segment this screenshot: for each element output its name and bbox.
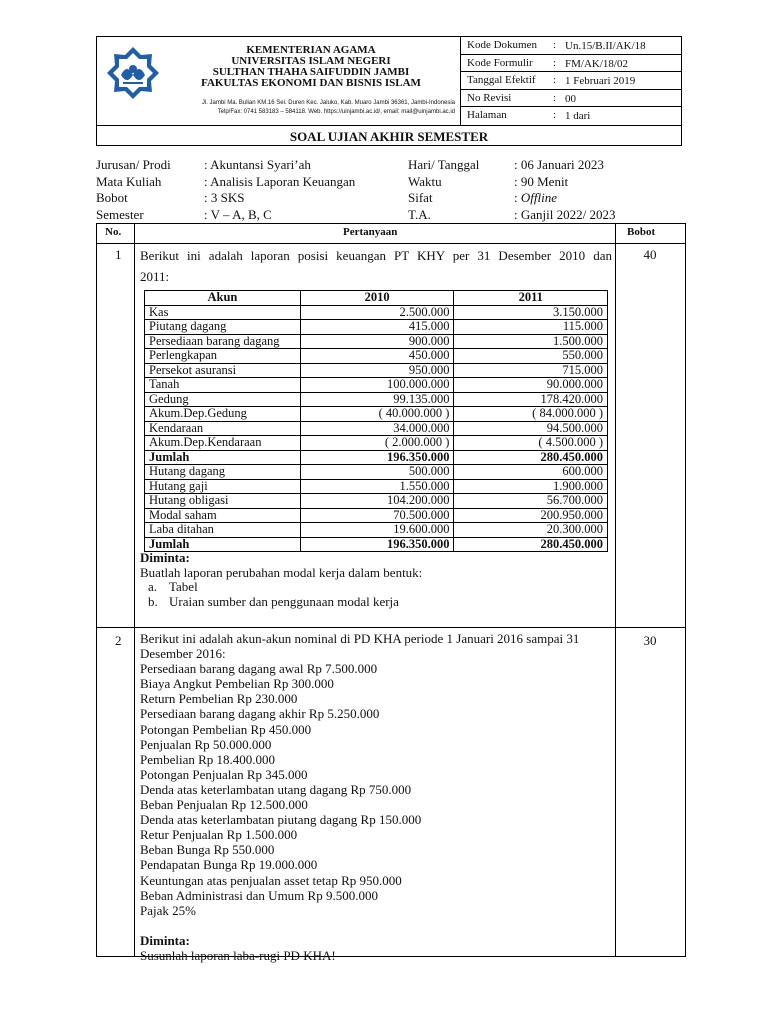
question-score: 40 <box>643 247 657 262</box>
table-row <box>145 523 608 538</box>
value-2011-cell: 1.500.000 <box>454 334 608 349</box>
question-intro-line: Berikut ini adalah laporan posisi keuangan PT KHY per 31 Desember 2010 dan <box>140 248 612 263</box>
option-text: Uraian sumber dan penggunaan modal kerja <box>169 594 399 609</box>
list-item: Keuntungan atas penjualan asset tetap Rp 950.000 <box>140 872 402 888</box>
account-cell: Gedung <box>145 392 301 407</box>
question-score: 30 <box>643 633 657 648</box>
meta-row <box>461 55 681 73</box>
meta-row <box>461 72 681 90</box>
account-cell: Jumlah <box>145 450 301 465</box>
meta-row <box>461 37 681 55</box>
institution-address <box>97 99 461 117</box>
column-header-score: Bobot <box>627 226 656 238</box>
info-row <box>96 174 686 191</box>
account-cell: Hutang gaji <box>145 479 301 494</box>
table-row <box>145 508 608 523</box>
value-2010-cell: 70.500.000 <box>300 508 454 523</box>
document-meta <box>461 37 681 125</box>
value-2010-cell: 19.600.000 <box>300 523 454 538</box>
value-2011-cell: 90.000.000 <box>454 378 608 393</box>
institution-line: KEMENTERIAN AGAMA <box>246 44 376 56</box>
question-number: 1 <box>115 247 122 262</box>
info-label: Mata Kuliah <box>96 173 162 189</box>
info-value <box>514 190 557 206</box>
meta-value: FM/AK/18/02 <box>565 57 628 70</box>
value-2011-cell: 600.000 <box>454 465 608 480</box>
address-line: Jl. Jambi Ma. Bulian KM.16 Sei. Duren Kec. Jaluko, Kab. Muaro Jambi 36361, Jambi-Indonesia <box>201 100 455 106</box>
question-number: 2 <box>115 633 122 648</box>
list-item: Pajak 25% <box>140 902 196 918</box>
question-instruction-label: Diminta: <box>140 932 190 948</box>
list-item: Retur Penjualan Rp 1.500.000 <box>140 827 298 843</box>
list-item: Persediaan barang dagang akhir Rp 5.250.000 <box>140 706 380 722</box>
info-value-italic: Offline <box>520 190 557 205</box>
row-divider <box>97 627 685 628</box>
list-item: Potongan Penjualan Rp 345.000 <box>140 766 308 782</box>
account-cell: Akum.Dep.Gedung <box>145 407 301 422</box>
value-2010-cell: 100.000.000 <box>300 378 454 393</box>
info-label: Jurusan/ Prodi <box>96 157 171 172</box>
account-cell: Persediaan barang dagang <box>145 334 301 349</box>
table-header-row <box>145 291 608 306</box>
option-marker: b. <box>148 594 158 609</box>
meta-value: 1 Februari 2019 <box>565 75 636 88</box>
balance-sheet-table <box>144 290 608 552</box>
meta-colon: : <box>553 109 557 122</box>
value-2010-cell: 196.350.000 <box>300 450 454 465</box>
meta-value: Un.15/B.II/AK/18 <box>565 40 646 52</box>
value-2010-cell: 104.200.000 <box>300 494 454 509</box>
account-cell: Laba ditahan <box>145 523 301 538</box>
value-2011-cell: ( 84.000.000 ) <box>454 407 608 422</box>
value-2011-cell: ( 4.500.000 ) <box>454 436 608 451</box>
institution-line: UNIVERSITAS ISLAM NEGERI <box>231 55 391 67</box>
info-label: Waktu <box>408 173 442 189</box>
value-2011-cell: 280.450.000 <box>454 537 608 552</box>
account-cell: Perlengkapan <box>145 349 301 364</box>
table-row <box>145 392 608 407</box>
meta-colon: : <box>553 56 557 69</box>
value-2011-cell: 3.150.000 <box>454 305 608 320</box>
info-value: : 06 Januari 2023 <box>514 157 604 172</box>
question-task: Susunlah laporan laba-rugi PD KHA! <box>140 947 336 963</box>
column-divider <box>134 224 135 956</box>
account-cell: Hutang dagang <box>145 465 301 480</box>
option-text: Tabel <box>169 579 198 594</box>
list-item: Beban Administrasi dan Umum Rp 9.500.000 <box>140 887 378 903</box>
info-label: T.A. <box>408 206 431 222</box>
table-row <box>145 349 608 364</box>
list-item: Pembelian Rp 18.400.000 <box>140 751 276 767</box>
value-2010-cell: 950.000 <box>300 363 454 378</box>
info-colon: : <box>514 190 521 205</box>
exam-title: SOAL UJIAN AKHIR SEMESTER <box>97 125 681 146</box>
institution-block <box>97 37 461 125</box>
table-header-cell: 2010 <box>300 291 454 306</box>
list-item: Denda atas keterlambatan piutang dagang Rp 150.000 <box>140 812 422 828</box>
table-row <box>145 494 608 509</box>
table-row <box>145 305 608 320</box>
spacer <box>140 918 620 933</box>
table-row <box>145 436 608 451</box>
table-row <box>145 465 608 480</box>
list-item: Denda atas keterlambatan utang dagang Rp 750.000 <box>140 781 412 797</box>
value-2010-cell: 415.000 <box>300 320 454 335</box>
value-2011-cell: 280.450.000 <box>454 450 608 465</box>
institution-line: FAKULTAS EKONOMI DAN BISNIS ISLAM <box>201 77 421 89</box>
account-cell: Tanah <box>145 378 301 393</box>
column-header-no: No. <box>105 226 122 238</box>
info-label: Sifat <box>408 190 433 205</box>
meta-row <box>461 90 681 108</box>
table-row <box>145 421 608 436</box>
exam-info <box>96 157 686 223</box>
info-row <box>96 207 686 224</box>
question-task: Buatlah laporan perubahan modal kerja dalam bentuk: <box>140 565 423 580</box>
table-row <box>145 334 608 349</box>
info-value: : 3 SKS <box>204 190 245 205</box>
contact-line: Telp/Fax: 0741 583183 – 584118. Web. https://uinjambi.ac.id/, email: mail@uinjambi.ac.id <box>217 109 455 115</box>
list-item: Beban Bunga Rp 550.000 <box>140 842 275 858</box>
total-row <box>145 450 608 465</box>
info-row <box>96 190 686 207</box>
table-row <box>145 378 608 393</box>
info-value: : V – A, B, C <box>204 206 272 222</box>
meta-key: Kode Formulir <box>467 56 533 69</box>
meta-colon: : <box>553 39 557 51</box>
meta-colon: : <box>553 91 557 104</box>
account-cell: Kendaraan <box>145 421 301 436</box>
table-header-cell: Akun <box>145 291 301 306</box>
question-intro-line: Berikut ini adalah akun-akun nominal di PD KHA periode 1 Januari 2016 sampai 31 <box>140 631 580 646</box>
value-2011-cell: 56.700.000 <box>454 494 608 509</box>
value-2011-cell: 178.420.000 <box>454 392 608 407</box>
meta-key: Kode Dokumen <box>467 39 537 51</box>
table-header-cell: 2011 <box>454 291 608 306</box>
account-cell: Piutang dagang <box>145 320 301 335</box>
question-instruction-label: Diminta: <box>140 550 190 565</box>
list-item: Biaya Angkut Pembelian Rp 300.000 <box>140 676 334 692</box>
value-2010-cell: 34.000.000 <box>300 421 454 436</box>
list-item: Penjualan Rp 50.000.000 <box>140 736 272 752</box>
value-2011-cell: 115.000 <box>454 320 608 335</box>
question-2-body <box>140 631 620 963</box>
value-2011-cell: 200.950.000 <box>454 508 608 523</box>
meta-row <box>461 107 681 125</box>
info-row <box>96 157 686 174</box>
list-item: Persediaan barang dagang awal Rp 7.500.000 <box>140 661 378 677</box>
info-value: : Akuntansi Syari’ah <box>204 157 311 172</box>
value-2011-cell: 1.900.000 <box>454 479 608 494</box>
value-2011-cell: 550.000 <box>454 349 608 364</box>
meta-value: 00 <box>565 92 576 105</box>
account-cell: Modal saham <box>145 508 301 523</box>
university-logo-icon <box>105 45 161 101</box>
total-row <box>145 537 608 552</box>
info-value: : 90 Menit <box>514 173 569 189</box>
value-2010-cell: ( 2.000.000 ) <box>300 436 454 451</box>
value-2010-cell: 500.000 <box>300 465 454 480</box>
value-2010-cell: 1.550.000 <box>300 479 454 494</box>
account-cell: Jumlah <box>145 537 301 552</box>
table-row <box>145 363 608 378</box>
list-item: Potongan Pembelian Rp 450.000 <box>140 721 312 737</box>
info-label: Hari/ Tanggal <box>408 157 480 172</box>
question-table <box>96 223 686 963</box>
value-2011-cell: 94.500.000 <box>454 421 608 436</box>
value-2010-cell: 450.000 <box>300 349 454 364</box>
info-value: : Analisis Laporan Keuangan <box>204 173 356 189</box>
value-2010-cell: 196.350.000 <box>300 537 454 552</box>
value-2010-cell: 99.135.000 <box>300 392 454 407</box>
info-value: : Ganjil 2022/ 2023 <box>514 206 616 222</box>
column-header-question: Pertanyaan <box>343 226 398 238</box>
value-2011-cell: 715.000 <box>454 363 608 378</box>
account-cell: Akum.Dep.Kendaraan <box>145 436 301 451</box>
list-item: Beban Penjualan Rp 12.500.000 <box>140 797 308 813</box>
row-divider <box>97 243 685 244</box>
meta-value: 1 dari <box>565 110 591 123</box>
info-label: Semester <box>96 206 144 222</box>
account-cell: Hutang obligasi <box>145 494 301 509</box>
value-2010-cell: ( 40.000.000 ) <box>300 407 454 422</box>
document-header <box>96 36 682 146</box>
table-row <box>145 479 608 494</box>
question-intro-line: Desember 2016: <box>140 646 226 662</box>
table-row <box>145 407 608 422</box>
meta-key: Halaman <box>467 109 507 122</box>
account-cell: Persekot asuransi <box>145 363 301 378</box>
value-2011-cell: 20.300.000 <box>454 523 608 538</box>
question-intro-line: 2011: <box>140 269 170 284</box>
meta-key: No Revisi <box>467 91 512 104</box>
value-2010-cell: 900.000 <box>300 334 454 349</box>
list-item: Pendapatan Bunga Rp 19.000.000 <box>140 857 318 873</box>
option-marker: a. <box>148 579 158 594</box>
table-row <box>145 320 608 335</box>
list-item: Return Pembelian Rp 230.000 <box>140 691 298 707</box>
institution-name <box>161 45 461 89</box>
info-label: Bobot <box>96 190 128 205</box>
value-2010-cell: 2.500.000 <box>300 305 454 320</box>
institution-line: SULTHAN THAHA SAIFUDDIN JAMBI <box>212 66 410 78</box>
account-cell: Kas <box>145 305 301 320</box>
meta-colon: : <box>553 74 557 87</box>
meta-key: Tanggal Efektif <box>467 74 536 87</box>
